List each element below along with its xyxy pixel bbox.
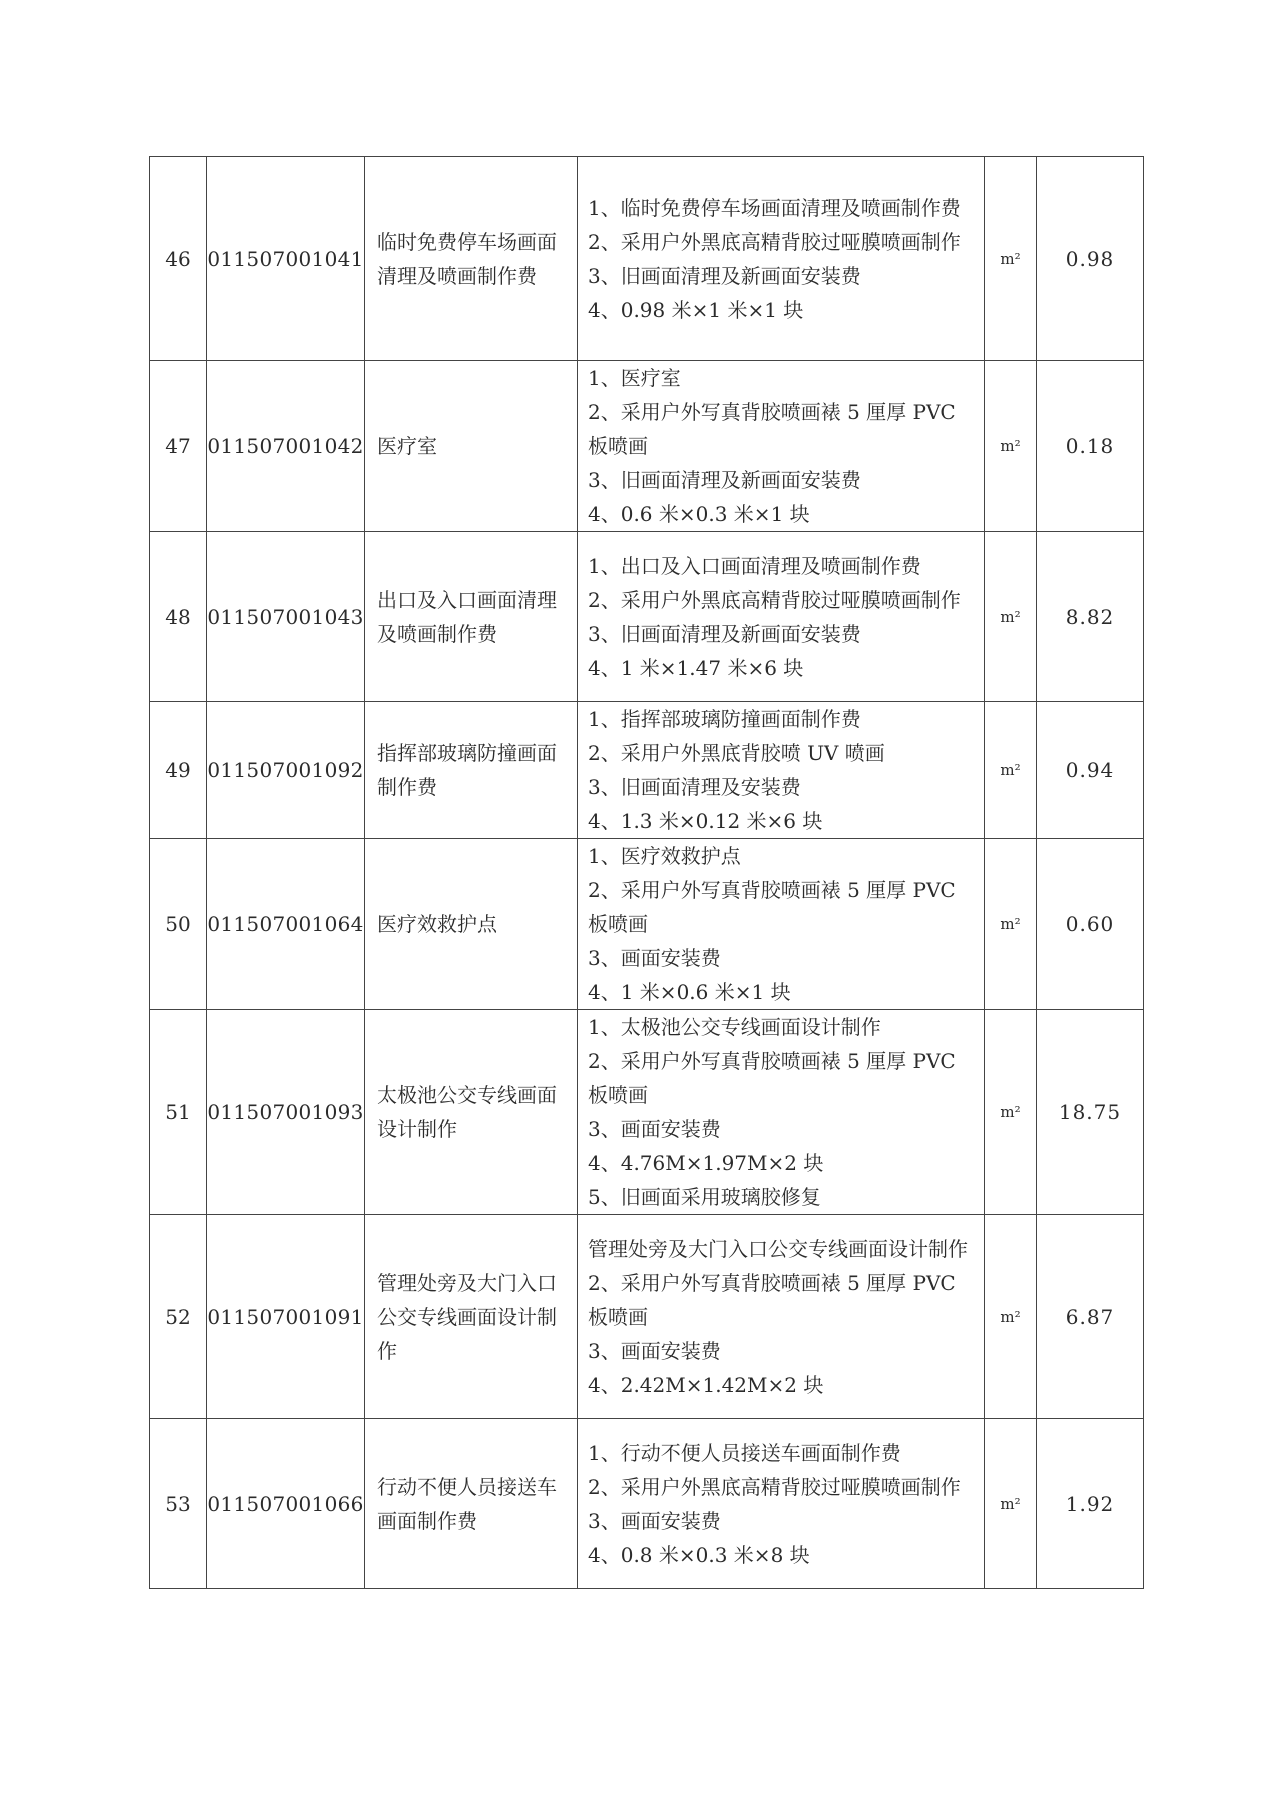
description-line: 4、1.3 米×0.12 米×6 块 — [588, 809, 823, 833]
item-code: 011507001093 — [207, 1010, 365, 1215]
item-name: 医疗效救护点 — [365, 839, 578, 1010]
item-code: 011507001064 — [207, 839, 365, 1010]
quantity: 1.92 — [1037, 1419, 1144, 1589]
description-line: 3、画面安装费 — [588, 946, 721, 970]
item-name: 出口及入口画面清理及喷画制作费 — [365, 532, 578, 702]
description-line: 3、画面安装费 — [588, 1508, 721, 1533]
quantity: 6.87 — [1037, 1215, 1144, 1419]
description-line: 3、画面安装费 — [588, 1117, 721, 1141]
unit: m² — [985, 532, 1037, 702]
row-number: 48 — [150, 532, 207, 702]
item-description — [578, 157, 985, 361]
description-line: 2、采用户外黑底背胶喷 UV 喷画 — [588, 741, 885, 765]
item-name: 临时免费停车场画面清理及喷画制作费 — [365, 157, 578, 361]
description-line: 2、采用户外写真背胶喷画裱 5 厘厚 PVC 板喷画 — [588, 400, 956, 458]
item-description — [578, 1215, 985, 1419]
unit: m² — [985, 839, 1037, 1010]
item-code: 011507001042 — [207, 361, 365, 532]
description-line: 1、指挥部玻璃防撞画面制作费 — [588, 707, 861, 731]
quantity: 0.18 — [1037, 361, 1144, 532]
item-name: 行动不便人员接送车画面制作费 — [365, 1419, 578, 1589]
table-row — [150, 1215, 1144, 1419]
quantity: 0.60 — [1037, 839, 1144, 1010]
description-line: 4、4.76M×1.97M×2 块 — [588, 1151, 824, 1175]
item-name: 管理处旁及大门入口公交专线画面设计制作 — [365, 1215, 578, 1419]
table-row — [150, 532, 1144, 702]
table-row — [150, 1419, 1144, 1589]
unit: m² — [985, 361, 1037, 532]
item-code: 011507001041 — [207, 157, 365, 361]
item-description — [578, 361, 985, 532]
description-line: 管理处旁及大门入口公交专线画面设计制作 — [588, 1236, 968, 1261]
quantity: 0.98 — [1037, 157, 1144, 361]
table-row — [150, 702, 1144, 839]
description-line: 1、太极池公交专线画面设计制作 — [588, 1015, 881, 1039]
description-line: 1、行动不便人员接送车画面制作费 — [588, 1440, 901, 1465]
description-line: 1、临时免费停车场画面清理及喷画制作费 — [588, 195, 961, 220]
description-line: 2、采用户外黑底高精背胶过哑膜喷画制作 — [588, 1474, 961, 1499]
description-line: 3、旧画面清理及新画面安装费 — [588, 468, 861, 492]
unit: m² — [985, 1419, 1037, 1589]
unit: m² — [985, 702, 1037, 839]
unit: m² — [985, 1215, 1037, 1419]
item-name: 医疗室 — [365, 361, 578, 532]
item-description — [578, 1419, 985, 1589]
description-line: 1、医疗室 — [588, 366, 681, 390]
description-line: 3、旧画面清理及安装费 — [588, 775, 801, 799]
item-name: 太极池公交专线画面设计制作 — [365, 1010, 578, 1215]
description-line: 4、1 米×1.47 米×6 块 — [588, 655, 804, 680]
description-line: 2、采用户外写真背胶喷画裱 5 厘厚 PVC 板喷画 — [588, 878, 956, 936]
description-line: 2、采用户外黑底高精背胶过哑膜喷画制作 — [588, 229, 961, 254]
description-line: 2、采用户外写真背胶喷画裱 5 厘厚 PVC 板喷画 — [588, 1270, 956, 1329]
description-line: 4、1 米×0.6 米×1 块 — [588, 980, 791, 1004]
description-line: 4、0.98 米×1 米×1 块 — [588, 297, 804, 322]
item-description — [578, 702, 985, 839]
table-row — [150, 839, 1144, 1010]
table-row — [150, 157, 1144, 361]
description-line: 3、旧画面清理及新画面安装费 — [588, 621, 861, 646]
description-line: 4、2.42M×1.42M×2 块 — [588, 1372, 824, 1397]
row-number: 50 — [150, 839, 207, 1010]
row-number: 47 — [150, 361, 207, 532]
quantity: 8.82 — [1037, 532, 1144, 702]
item-code: 011507001043 — [207, 532, 365, 702]
description-line: 5、旧画面采用玻璃胶修复 — [588, 1185, 821, 1209]
table-row — [150, 361, 1144, 532]
description-line: 4、0.6 米×0.3 米×1 块 — [588, 502, 810, 526]
item-description — [578, 839, 985, 1010]
table-row — [150, 1010, 1144, 1215]
item-description — [578, 532, 985, 702]
item-code: 011507001092 — [207, 702, 365, 839]
quantity: 0.94 — [1037, 702, 1144, 839]
row-number: 51 — [150, 1010, 207, 1215]
description-line: 3、旧画面清理及新画面安装费 — [588, 263, 861, 288]
row-number: 49 — [150, 702, 207, 839]
description-line: 2、采用户外写真背胶喷画裱 5 厘厚 PVC 板喷画 — [588, 1049, 956, 1107]
description-line: 4、0.8 米×0.3 米×8 块 — [588, 1542, 810, 1567]
row-number: 53 — [150, 1419, 207, 1589]
quantity: 18.75 — [1037, 1010, 1144, 1215]
bill-of-quantities-table — [149, 156, 1144, 1589]
unit: m² — [985, 1010, 1037, 1215]
unit: m² — [985, 157, 1037, 361]
row-number: 46 — [150, 157, 207, 361]
table-body — [150, 157, 1144, 1589]
description-line: 3、画面安装费 — [588, 1338, 721, 1363]
description-line: 2、采用户外黑底高精背胶过哑膜喷画制作 — [588, 587, 961, 612]
description-line: 1、医疗效救护点 — [588, 844, 741, 868]
description-line: 1、出口及入口画面清理及喷画制作费 — [588, 553, 921, 578]
row-number: 52 — [150, 1215, 207, 1419]
item-code: 011507001091 — [207, 1215, 365, 1419]
item-code: 011507001066 — [207, 1419, 365, 1589]
item-name: 指挥部玻璃防撞画面制作费 — [365, 702, 578, 839]
item-description — [578, 1010, 985, 1215]
